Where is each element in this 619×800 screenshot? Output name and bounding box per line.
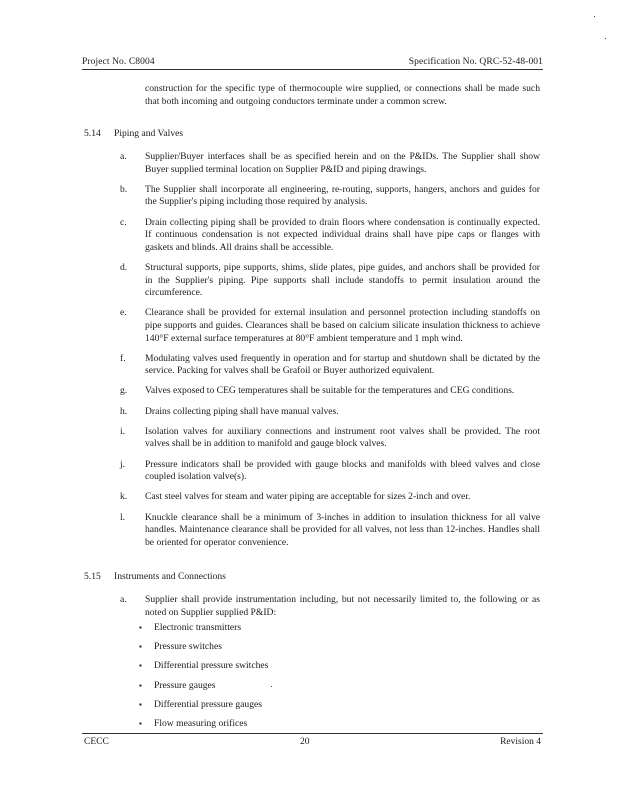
list-item-letter: g. [120, 385, 128, 397]
list-item [120, 385, 540, 398]
bullet-text: Differential pressure switches [154, 660, 269, 672]
list-item-text: Structural supports, pipe supports, shims, slide plates, pipe guides, and anchors shall be provided for in the Supplier's piping. Pipe supports shall include standoffs to permit insulation around the circumference. [145, 261, 540, 299]
scan-speck [605, 38, 606, 39]
list-item [120, 491, 540, 504]
list-item-text: Cast steel valves for steam and water piping are acceptable for sizes 2-inch and over. [145, 491, 471, 503]
list-item-letter: k. [120, 491, 128, 503]
list-item [120, 262, 540, 300]
list-item-text: Modulating valves used frequently in operation and for startup and shutdown shall be dictated by the service. Packing for valves shall be Grafoil or Buyer authorized equivalent. [145, 352, 540, 377]
list-item-letter: a. [120, 594, 127, 605]
list-item-letter: b. [120, 183, 128, 195]
bullet-icon: ▪ [139, 680, 142, 690]
bullet-text: Pressure switches [154, 641, 222, 653]
bullet-text: Pressure gauges [154, 679, 216, 691]
section-title: Instruments and Connections [114, 571, 226, 582]
instrument-bullets [139, 622, 268, 737]
list-item [120, 184, 540, 209]
bullet-item [139, 680, 268, 699]
bullet-item [139, 622, 268, 641]
bullet-item [139, 718, 268, 737]
list-item [120, 512, 540, 550]
list-item [120, 217, 540, 255]
bullet-item [139, 660, 268, 679]
list-item-text: Drains collecting piping shall have manual valves. [145, 405, 339, 417]
section-number: 5.14 [84, 128, 101, 139]
list-item [120, 459, 540, 484]
list-item-text: Valves exposed to CEG temperatures shall be suitable for the temperatures and CEG conditions. [145, 385, 515, 397]
list-item-letter: i. [120, 425, 126, 437]
intro-paragraph: construction for the specific type of thermocouple wire supplied, or connections shall be made such that both incoming and outgoing conductors terminate under a common screw. [145, 83, 540, 107]
list-item [120, 353, 540, 378]
bullet-icon: ▪ [139, 642, 142, 652]
header-rule [82, 69, 543, 70]
scan-speck [594, 16, 595, 17]
revision-label: Revision 4 [500, 737, 541, 747]
list-item-letter: d. [120, 261, 128, 273]
scan-speck [271, 686, 272, 687]
list-item-letter: e. [120, 307, 127, 319]
bullet-item [139, 699, 268, 718]
section-heading-5-15 [84, 571, 226, 582]
list-item-text: Supplier/Buyer interfaces shall be as specified herein and on the P&IDs. The Supplier shall show Buyer supplied terminal location on Supplier P&ID and piping drawings. [145, 151, 540, 175]
project-number: Project No. C8004 [82, 57, 155, 67]
list-item-text: Drain collecting piping shall be provided to drain floors where condensation is continually expected. If continuous condensation is not expected individual drains shall have pipe caps or flanges with gaskets and blinds. All drains shall be accessible. [145, 216, 540, 253]
page-number: 20 [300, 737, 310, 747]
bullet-icon: ▪ [139, 661, 142, 671]
section-title: Piping and Valves [114, 128, 184, 139]
list-item-text: The Supplier shall incorporate all engineering, re-routing, supports, hangers, anchors and guides for the Supplier's piping including those required by analysis. [145, 183, 540, 208]
list-item-letter: c. [120, 216, 127, 228]
section-number: 5.15 [84, 571, 101, 582]
list-item-letter: f. [120, 352, 126, 364]
list-item [120, 426, 540, 451]
bullet-icon: ▪ [139, 718, 142, 728]
list-item-letter: a. [120, 151, 127, 162]
list-item-text: Isolation valves for auxiliary connections and instrument root valves shall be provided. The root valves shall be in addition to manifold and gauge block valves. [145, 425, 540, 450]
bullet-icon: ▪ [139, 623, 142, 632]
section-heading-5-14 [84, 128, 183, 139]
bullet-text: Differential pressure gauges [154, 698, 262, 710]
list-item [120, 151, 540, 176]
bullet-text: Electronic transmitters [154, 622, 242, 633]
list-item [120, 307, 540, 345]
list-item [120, 406, 540, 419]
list-item-text: Clearance shall be provided for external insulation and personnel protection including standoffs on pipe supports and guides. Clearances shall be based on calcium silicate insulation thickness to achieve 140°F external surface temperatures at 80°F ambient temperature and 1 mph wind. [145, 307, 540, 344]
bullet-icon: ▪ [139, 699, 142, 709]
bullet-item [139, 641, 268, 660]
list-item-letter: h. [120, 405, 128, 417]
footer-rule [82, 733, 543, 734]
list-item-text: Supplier shall provide instrumentation including, but not necessarily limited to, the following or as noted on Supplier supplied P&ID: [145, 594, 540, 618]
list-item-text: Pressure indicators shall be provided with gauge blocks and manifolds with bleed valves and close coupled isolation valve(s). [145, 458, 540, 483]
piping-valves-list [120, 151, 540, 557]
list-item-text: Knuckle clearance shall be a minimum of 3-inches in addition to insulation thickness for all valve handles. Maintenance clearance shall be provided for all valves, not less than 12-inches. Handles shall be oriented for operator convenience. [145, 511, 540, 548]
list-item-letter: l. [120, 511, 126, 523]
list-item-letter: j. [120, 458, 126, 470]
list-item [120, 594, 540, 619]
bullet-text: Flow measuring orifices [154, 717, 248, 729]
footer-org: CECC [84, 737, 109, 747]
specification-number: Specification No. QRC-52-48-001 [408, 57, 543, 67]
